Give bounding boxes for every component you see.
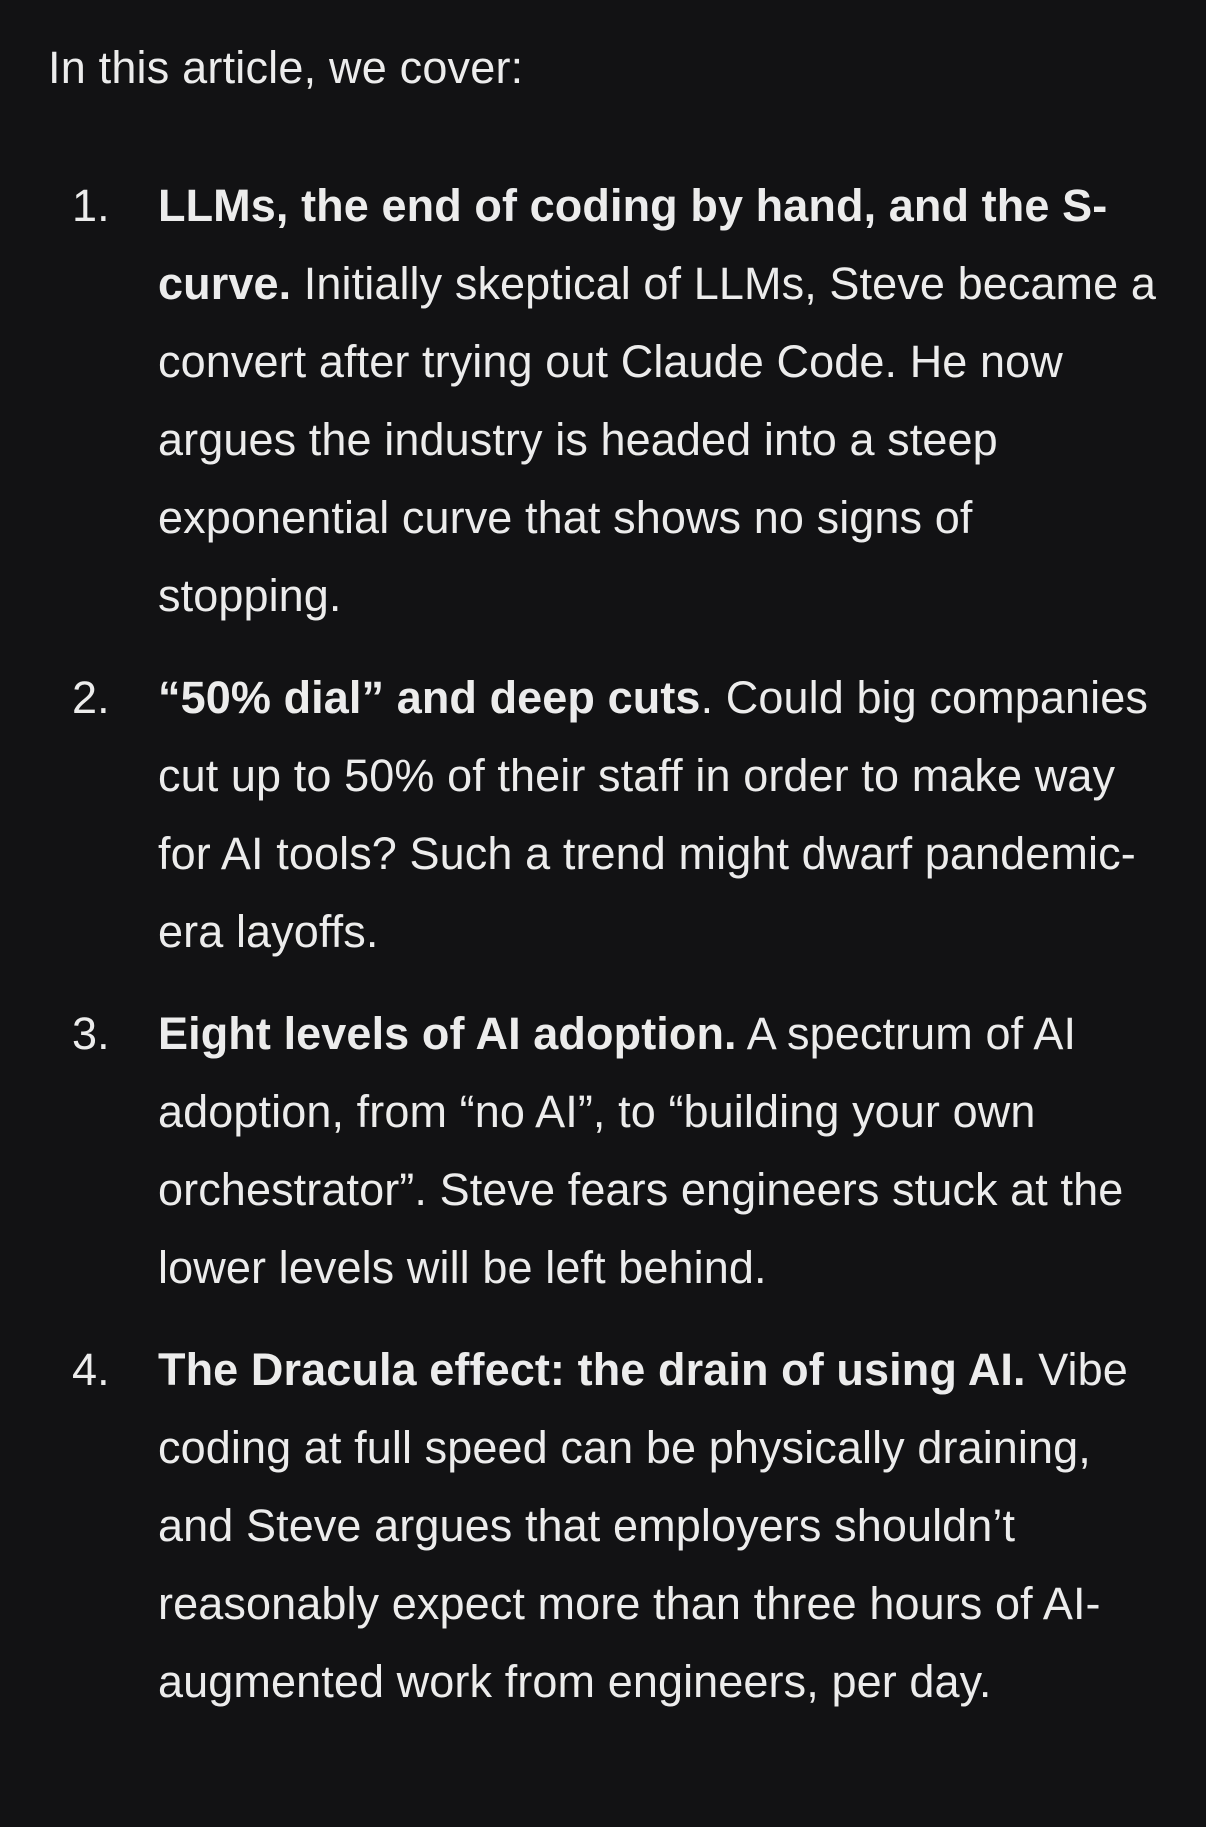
list-item-body: Initially skeptical of LLMs, Steve became a convert after trying out Claude Code. He now argues the industry is headed into a steep exponential curve that shows no signs of stopping.	[158, 258, 1156, 621]
list-item	[48, 1331, 1166, 1721]
list-item-title: LLMs, the end of coding by hand, and the S-curve.	[158, 180, 1108, 309]
list-item	[48, 659, 1166, 971]
intro-text: In this article, we cover:	[48, 42, 524, 93]
list-item-title: Eight levels of AI adoption.	[158, 1008, 737, 1059]
list-item-body: . Could big companies cut up to 50% of their staff in order to make way for AI tools? Such a trend might dwarf pandemic-era layoffs.	[158, 672, 1148, 957]
list-item-body: A spectrum of AI adoption, from “no AI”, to “building your own orchestrator”. Steve fears engineers stuck at the lower levels will be left behind.	[158, 1008, 1124, 1293]
list-item-title: “50% dial” and deep cuts	[158, 672, 701, 723]
list-item	[48, 995, 1166, 1307]
list-item-number: 3.	[72, 1008, 110, 1059]
list-item-number: 1.	[72, 180, 110, 231]
topics-list	[48, 167, 1166, 1721]
list-item-title: The Dracula effect: the drain of using AI.	[158, 1344, 1026, 1395]
list-item	[48, 167, 1166, 635]
list-item-body: Vibe coding at full speed can be physically draining, and Steve argues that employers shouldn’t reasonably expect more than three hours of AI-augmented work from engineers, per day.	[158, 1344, 1128, 1707]
list-item-number: 4.	[72, 1344, 110, 1395]
list-item-number: 2.	[72, 672, 110, 723]
